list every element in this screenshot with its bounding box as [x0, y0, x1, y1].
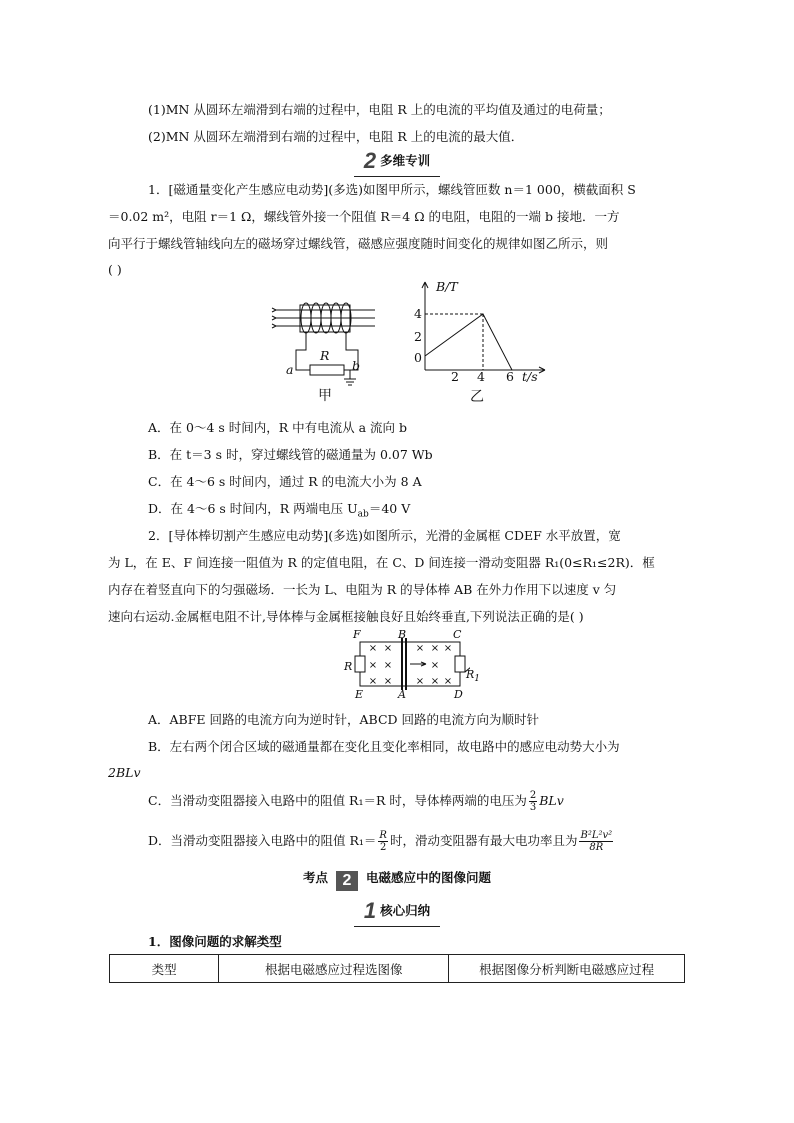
section-heading-multi: [0, 148, 794, 177]
label-R: R: [320, 348, 330, 363]
table-header-row: [110, 955, 685, 983]
label-E: E: [355, 688, 364, 701]
svg-text:×: ×: [368, 643, 378, 654]
svg-text:×: ×: [430, 643, 440, 654]
svg-text:×: ×: [383, 660, 393, 671]
svg-text:×: ×: [383, 676, 393, 687]
svg-text:×: ×: [368, 660, 378, 671]
svg-text:×: ×: [415, 643, 425, 654]
fraction-r-half: $\frac{R}{2}$: [379, 830, 387, 853]
problem-2-line3: 内存在着竖直向下的匀强磁场．一长为 L、电阻为 R 的导体棒 AB 在外力作用下以速度 v 匀: [108, 582, 617, 597]
solution-type-table: [109, 954, 685, 983]
label-b: b: [352, 358, 361, 373]
svg-text:×: ×: [443, 643, 453, 654]
section-number: 1: [363, 898, 377, 923]
tick-x-4: 4: [477, 369, 485, 384]
label-F: F: [353, 628, 361, 641]
problem-2-option-c: C．当滑动变阻器接入电路中的阻值 R₁＝R 时，导体棒两端的电压为 $\frac{2}{3}$ BLv: [148, 790, 564, 813]
label-R1: $R_1$: [466, 668, 481, 685]
tick-y-2: 2: [414, 329, 422, 344]
table-header: 根据图像分析判断电磁感应过程: [449, 955, 685, 983]
problem-2-option-b-line1: B．左右两个闭合区域的磁通量都在变化且变化率相同，故电路中的感应电动势大小为: [148, 739, 620, 754]
table-header: 类型: [110, 955, 219, 983]
problem-2-line4: 速向右运动.金属框电阻不计,导体棒与金属框接触良好且始终垂直,下列说法正确的是( ): [108, 609, 584, 624]
svg-text:×: ×: [430, 676, 440, 687]
problem-1-option-a: A．在 0～4 s 时间内，R 中有电流从 a 流向 b: [148, 420, 408, 435]
problem-2-line1: 2．[导体棒切割产生感应电动势](多选)如图所示，光滑的金属框 CDEF 水平放置，宽: [148, 528, 621, 543]
label-R-frame: R: [344, 660, 353, 673]
label-C: C: [453, 628, 462, 641]
problem-1-line1: 1．[磁通量变化产生感应电动势](多选)如图甲所示，螺线管匝数 n＝1 000，横截面积 S: [148, 182, 636, 197]
problem-2-line2: 为 L，在 E、F 间连接一阻值为 R 的定值电阻，在 C、D 间连接一滑动变阻器 R₁(0≤R₁≤2R)．框: [108, 555, 655, 570]
problem-1-option-b: B．在 t＝3 s 时，穿过螺线管的磁通量为 0.07 Wb: [148, 447, 433, 462]
svg-text:×: ×: [415, 676, 425, 687]
figure-bt-graph: [400, 278, 550, 383]
svg-text:×: ×: [443, 676, 453, 687]
axis-label-x: t/s: [522, 369, 538, 384]
section-title: 多维专训: [380, 153, 431, 168]
figure-label-yi: 乙: [470, 389, 484, 405]
problem-1-option-d: D．在 4～6 s 时间内，R 两端电压 $U_{ab}=40$ V: [148, 501, 411, 520]
problem-1-line3: 向平行于螺线管轴线向左的磁场穿过螺线管，磁感应强度随时间变化的规律如图乙所示，则: [108, 236, 609, 251]
axis-label-y: B/T: [436, 279, 458, 294]
problem-2-option-d: D．当滑动变阻器接入电路中的阻值 R₁＝ $\frac{R}{2}$ 时，滑动变阻器有最大电功率且为 $\frac{\text{B²L²v²}}{8R}$: [148, 830, 613, 853]
tick-y-0: 0: [414, 350, 422, 365]
table-header: 根据电磁感应过程选图像: [219, 955, 449, 983]
problem-1-line4: ( ): [108, 262, 122, 277]
section-number: 2: [363, 148, 377, 173]
svg-text:×: ×: [368, 676, 378, 687]
tick-x-6: 6: [506, 369, 514, 384]
kaodian-heading: 考点 2 电磁感应中的图像问题: [302, 870, 492, 889]
label-D: D: [454, 688, 463, 701]
question-2: (2)MN 从圆环左端滑到右端的过程中，电阻 R 上的电流的最大值．: [148, 129, 524, 144]
problem-1-line2: ＝0.02 m²，电阻 r＝1 Ω，螺线管外接一个阻值 R＝4 Ω 的电阻，电阻的一端 b 接地．一方: [108, 209, 620, 224]
item-1: 1．图像问题的求解类型: [148, 934, 282, 949]
problem-2-option-b-line2: 2BLv: [108, 765, 141, 780]
fraction-max-power: $\frac{\text{B²L²v²}}{8R}$: [580, 830, 613, 853]
figure-label-jia: 甲: [318, 388, 332, 404]
section-heading-core: [0, 898, 794, 927]
section-title: 核心归纳: [380, 903, 431, 918]
kaodian-number: 2: [336, 871, 358, 891]
fraction-two-thirds: $\frac{2}{3}$: [529, 790, 537, 813]
label-a: a: [286, 362, 294, 377]
problem-2-option-a: A．ABFE 回路的电流方向为逆时针，ABCD 回路的电流方向为顺时针: [148, 712, 540, 727]
svg-text:×: ×: [383, 643, 393, 654]
label-B: B: [398, 628, 407, 641]
tick-x-2: 2: [451, 369, 459, 384]
question-1: (1)MN 从圆环左端滑到右端的过程中，电阻 R 上的电流的平均值及通过的电荷量；: [148, 102, 611, 117]
label-A: A: [398, 688, 406, 701]
series-line-b: [425, 314, 512, 370]
svg-text:×: ×: [430, 660, 440, 671]
problem-1-option-c: C．在 4～6 s 时间内，通过 R 的电流大小为 8 A: [148, 474, 422, 489]
tick-y-4: 4: [414, 306, 422, 321]
